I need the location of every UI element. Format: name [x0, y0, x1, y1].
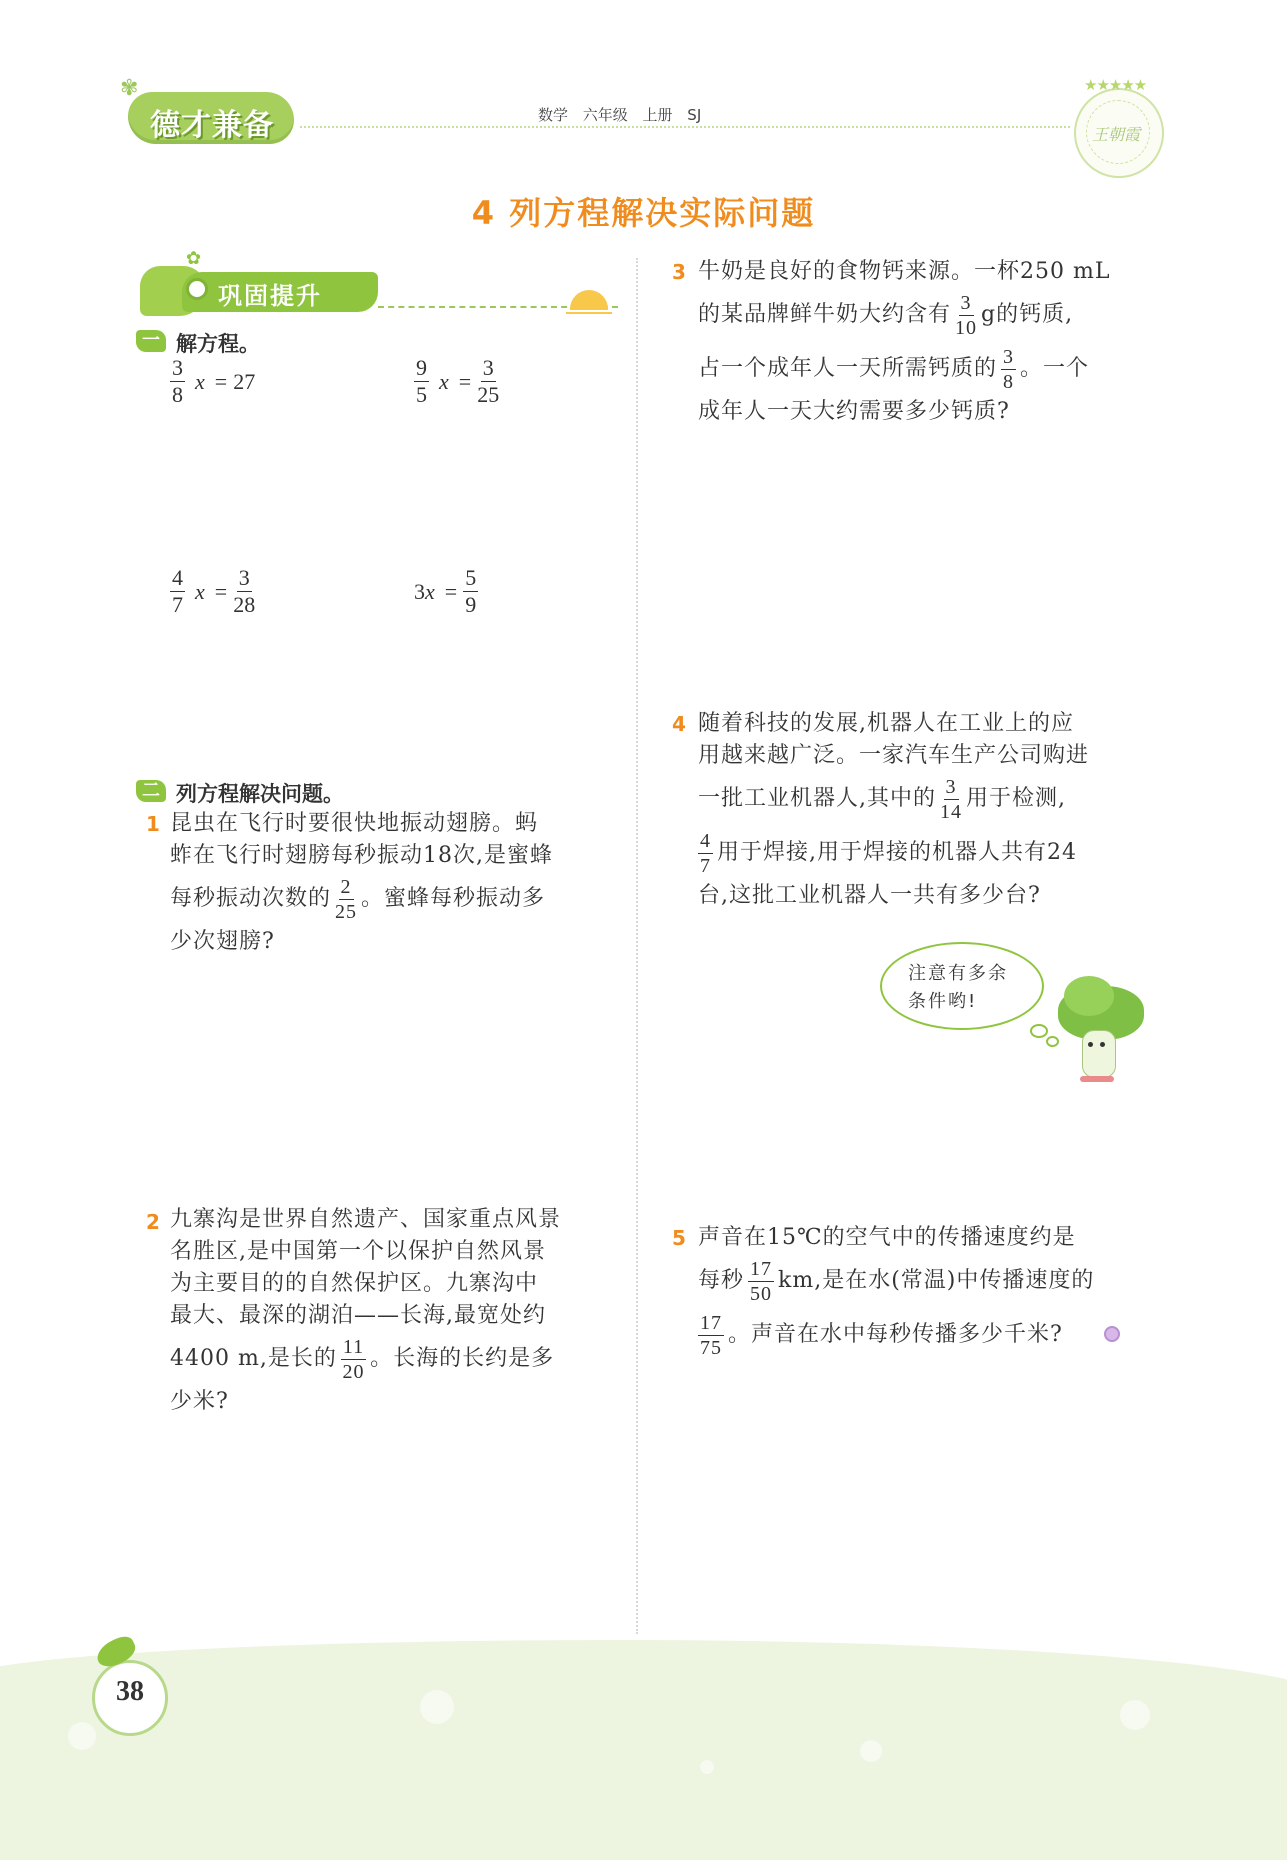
- thought-dot-icon: [1046, 1036, 1059, 1047]
- decor-bubble: [860, 1740, 882, 1762]
- whale-eye-icon: [186, 278, 208, 300]
- seal-text: 王朝霞: [1092, 125, 1141, 144]
- page-title: 4 列方程解决实际问题: [471, 194, 816, 232]
- brand-logo-text: 德才兼备: [150, 108, 274, 143]
- sunset-icon: [570, 290, 608, 310]
- part-two-label: 列方程解决问题。: [176, 782, 344, 806]
- equation-3-rhs: $\frac{3}{28}$: [233, 565, 256, 617]
- part-one-label: 解方程。: [176, 332, 260, 356]
- problem-5: 声音在15℃的空气中的传播速度约是 每秒 $\frac{17}{50}$ km,是在水(常温)中传播速度的 $\frac{17}{75}$ 。声音在水中每秒传播多少千米?: [698, 1225, 1095, 1359]
- problem-2-number: 2: [146, 1210, 160, 1234]
- equation-3: $\frac{4}{7}$ x = $\frac{3}{28}$: [172, 565, 256, 617]
- problem-1: 昆虫在飞行时要很快地振动翅膀。蚂 蚱在飞行时翅膀每秒振动18次,是蜜蜂 每秒振动次数的 $\frac{2}{25}$ 。蜜蜂每秒振动多 少次翅膀?: [170, 811, 553, 954]
- equation-1: $\frac{3}{8}$ x = 27: [172, 355, 256, 407]
- equation-2-rhs: $\frac{3}{25}$: [477, 355, 500, 407]
- equation-3-coefficient: $\frac{4}{7}$: [172, 565, 183, 617]
- problem-5-number: 5: [672, 1226, 686, 1250]
- problem-3-number: 3: [672, 260, 686, 284]
- header-divider: [300, 126, 1070, 128]
- problem-3: 牛奶是良好的食物钙来源。一杯250 mL 的某品牌鲜牛奶大约含有 $\frac{3}{10}$ g的钙质, 占一个成年人一天所需钙质的 $\frac{3}{8}$ 。一个 成年人一天大约需要多少钙质?: [698, 259, 1111, 424]
- decor-bubble: [68, 1722, 96, 1750]
- decor-bubble: [420, 1690, 454, 1724]
- equation-2: $\frac{9}{5}$ x = $\frac{3}{25}$: [416, 355, 500, 407]
- palm-tree-icon: ✾: [120, 76, 139, 101]
- sunset-horizon: [566, 312, 612, 314]
- section-banner-label: 巩固提升: [218, 282, 322, 310]
- tip-text: 注意有多余 条件哟!: [908, 963, 1008, 1012]
- mascot-eye: [1088, 1042, 1093, 1047]
- problem-1-number: 1: [146, 812, 160, 836]
- thought-dot-icon: [1030, 1024, 1048, 1038]
- equation-4-rhs: $\frac{5}{9}$: [465, 565, 477, 617]
- broccoli-mascot-top: [1064, 976, 1114, 1016]
- equation-1-coefficient: $\frac{3}{8}$: [172, 355, 183, 407]
- equation-4: 3 x = $\frac{5}{9}$: [414, 565, 477, 617]
- footer-background: [0, 1640, 1287, 1860]
- hint-lightbulb-icon: [1104, 1326, 1120, 1342]
- part-two-badge: 二: [136, 780, 166, 802]
- page-number: 38: [116, 1676, 144, 1707]
- decor-bubble: [1120, 1700, 1150, 1730]
- problem-2: 九寨沟是世界自然遗产、国家重点风景 名胜区,是中国第一个以保护自然风景 为主要目的的自然保护区。九寨沟中 最大、最深的湖泊——长海,最宽处约 4400 m,是长的 $\frac{11}{20}$ 。长海的长约是多 少米?: [170, 1207, 562, 1414]
- whale-spout-icon: ✿: [186, 248, 202, 269]
- mascot-feet: [1080, 1076, 1114, 1082]
- seal-stars-icon: ★★★★★: [1084, 76, 1147, 94]
- part-one-badge: 一: [136, 330, 166, 352]
- column-divider: [636, 258, 638, 1634]
- problem-4-number: 4: [672, 712, 686, 736]
- decor-bubble: [700, 1760, 714, 1774]
- book-info: 数学 六年级 上册 SJ: [538, 106, 702, 124]
- broccoli-mascot-body: [1082, 1030, 1116, 1078]
- mascot-eye: [1100, 1042, 1105, 1047]
- equation-2-coefficient: $\frac{9}{5}$: [416, 355, 427, 407]
- problem-4: 随着科技的发展,机器人在工业上的应 用越来越广泛。一家汽车生产公司购进 一批工业机器人,其中的 $\frac{3}{14}$ 用于检测, $\frac{4}{7}$ 用于焊接,用于焊接的机器人共有24 台,这批工业机器人一共有多少台?: [698, 711, 1090, 908]
